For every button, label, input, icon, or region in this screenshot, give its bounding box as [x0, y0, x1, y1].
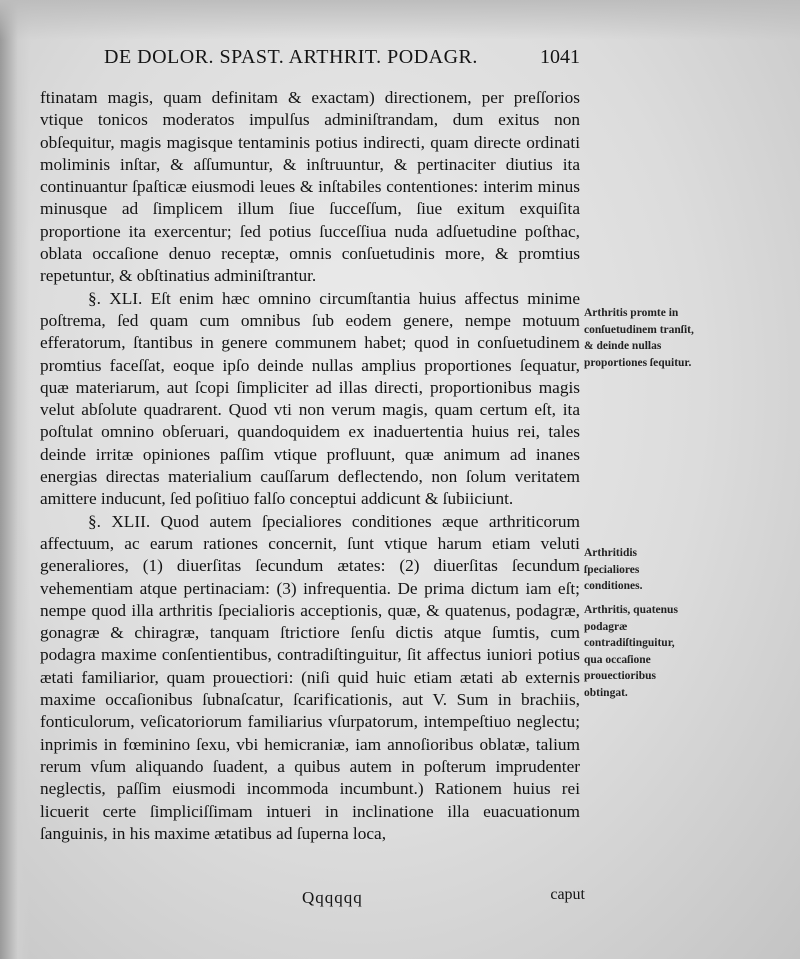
signature-mark: Qqqqqq — [302, 888, 363, 907]
page-gutter-shadow — [0, 0, 30, 959]
running-title: DE DOLOR. SPAST. ARTHRIT. PODAGR. — [104, 46, 478, 68]
main-text-column — [40, 87, 580, 845]
paragraph-section-xlii: §. XLII. Quod autem ſpecialiores conditiones æque arthriticorum affectuum, ac earum rationes concernit, ſunt vtique harum etiam veluti generaliores, (1) diuerſitas ſecundum ætates: (2) diuerſitas ſecundum vehementiam atque pertinaciam: (3) infrequentia. De prima dictum iam eſt; nempe quod illa arthritis ſpecialioris acceptionis, quæ, & quatenus, podagræ, gonagræ & chiragræ, tanquam ſtrictiore ſenſu dictis atque ſumtis, cum podagra maxime conſentientibus, contradiſtinguitur, ſit affectus iuniori potius ætati familiarior, quam prouectiori: (niſi quid huic etiam ætati ab externis maxime occaſionibus ſubnaſcatur, ſcarificationis, aut V. Sum in brachiis, fonticulorum, veſicatoriorum familiarius vſurpatorum, intempeſtiuo neglectu; inprimis in fœminino ſexu, vbi hemicraniæ, iam annoſioribus oblatæ, talium rerum vſum aliquando ſuadent, a quibus autem in poſterum imprudenter neglectis, paſſim eiusmodi incommoda incumbunt.) Rationem huius rei licuerit certe ſimpliciſſimam intueri in inclinatione illa euacuationum ſanguinis, in his maxime ætatibus ad ſuperna loca, — [40, 511, 580, 843]
margin-note-arthritis-consuetudo: Arthritis promte in conſuetudinem tranſit, & deinde nullas proportiones ſequitur. — [584, 307, 694, 369]
paragraph-continued: ftinatam magis, quam definitam & exactam) directionem, per preſſorios vtique tonicos moderatos impulſus adminiſtrandam, dum exitus non obſequitur, magis magisque tentaminis potius indirecti, quam directe ordinati moliminis inſtar, & aſſumuntur, & inſtruuntur, & pertinaciter diutius ita continuantur ſpaſticæ eiusmodi leues & inſtabiles contentiones: interim minus minusque ad ſimplicem illum ſiue ſucceſſum, ſiue exitum exquiſita proportione ita exercentur; ſed potius ſucceſſiua nuda adſuetudine poſthac, oblata occaſione denuo receptæ, omnis conſuetudinis more, & promtius repetuntur, & obſtinatius adminiſtrantur. — [40, 88, 580, 286]
catchword: caput — [550, 886, 585, 903]
margin-note-podagra-contradistinguitur: Arthritis, quatenus podagræ contradiſtinguitur, qua occaſione prouectioribus obtingat. — [584, 604, 678, 699]
page-top-shadow — [0, 0, 800, 40]
running-header — [88, 44, 588, 74]
paragraph-section-xli: §. XLI. Eſt enim hæc omnino circumſtantia huius affectus minime poſtrema, ſed quam cum omnibus ſub eodem genere, nempe motuum efferatorum, ſtantibus in genere communem habet; quod in conſuetudinem promtius faceſſat, eoque ipſo deinde nullas amplius proportiones ſequatur, quæ materiarum, aut ſcopi ſimpliciter ad illas directi, proportionibus magis velut abſolute quadrarent. Quod vti non verum magis, quam certum eſt, ita poſtulat omnino obſeruari, quandoquidem ex inaduertentia huius rei, tales deinde irritæ opiniones paſſim vtique profluunt, quæ animum ad inanes energias directas materialium cauſſarum deflectendo, non ſolum veritatem amittere inducunt, ſed poſitiuo falſo conceptui addicunt & ſubiiciunt. — [40, 288, 580, 509]
page-number: 1041 — [540, 46, 580, 68]
margin-note-specialiores-conditiones: Arthritidis ſpecialiores conditiones. — [584, 547, 643, 592]
page-footer — [40, 888, 585, 912]
